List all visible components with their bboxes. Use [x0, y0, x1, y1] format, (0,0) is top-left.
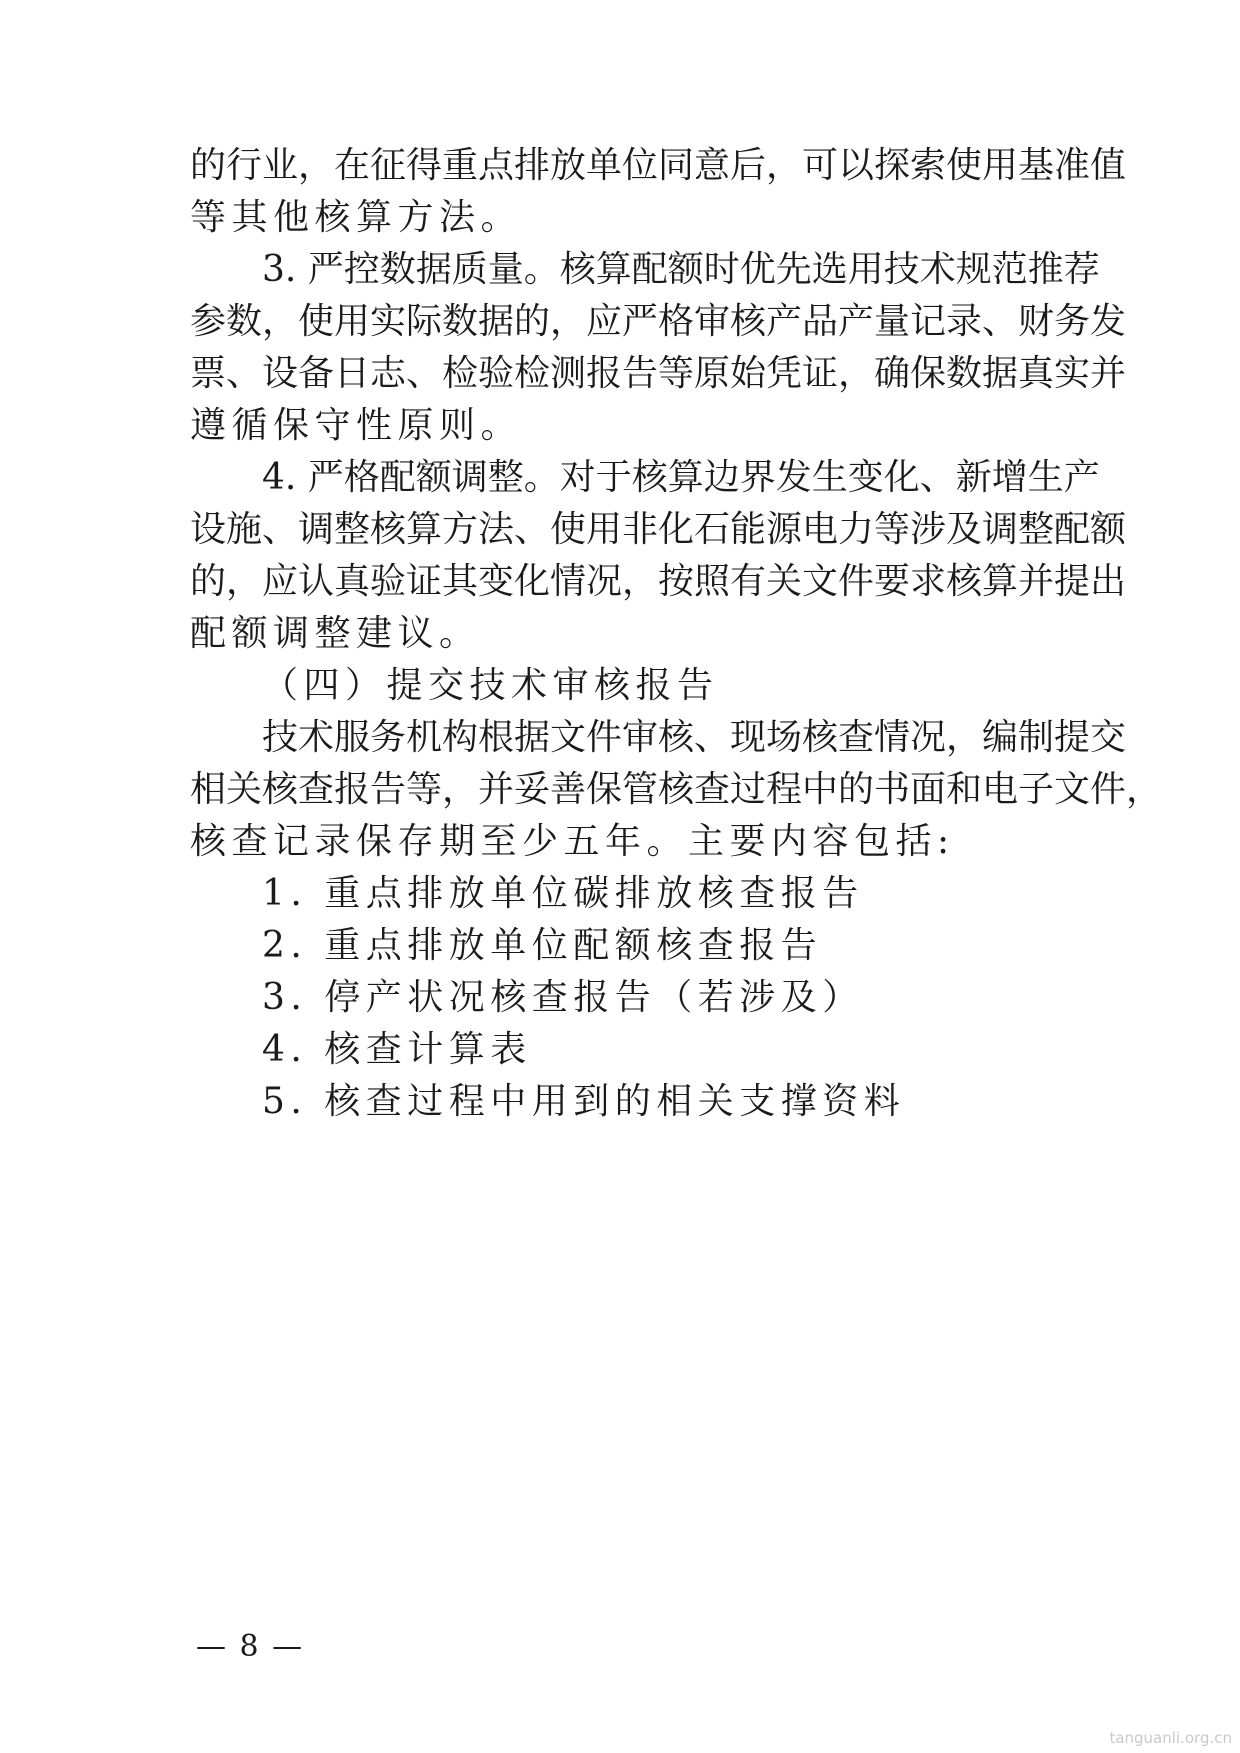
paragraph-line: 等其他核算方法。 [190, 197, 523, 238]
list-item: 1. 重点排放单位碳排放核查报告 [262, 873, 864, 914]
paragraph-line: 的，应认真验证其变化情况，按照有关文件要求核算并提出 [190, 561, 1127, 602]
paragraph-line: 配额调整建议。 [190, 613, 481, 654]
watermark: tanguanli.org.cn [1109, 1729, 1232, 1747]
page-number: — 8 — [196, 1629, 305, 1664]
paragraph-line: 参数，使用实际数据的，应严格审核产品产量记录、财务发 [190, 301, 1127, 342]
paragraph-line: 相关核查报告等，并妥善保管核查过程中的书面和电子文件， [190, 769, 1163, 810]
paragraph-line: 核查记录保存期至少五年。主要内容包括: [190, 821, 955, 862]
paragraph-line: 的行业，在征得重点排放单位同意后，可以探索使用基准值 [190, 145, 1127, 186]
list-item: 2. 重点排放单位配额核查报告 [262, 925, 823, 966]
paragraph-line: 设施、调整核算方法、使用非化石能源电力等涉及调整配额 [190, 509, 1127, 550]
paragraph-line: 技术服务机构根据文件审核、现场核查情况，编制提交 [262, 717, 1127, 758]
list-item: 4. 核查计算表 [262, 1029, 532, 1070]
list-item: 5. 核查过程中用到的相关支撑资料 [262, 1081, 906, 1122]
paragraph-line: 4. 严格配额调整。对于核算边界发生变化、新增生产 [262, 457, 1100, 498]
section-heading: （四）提交技术审核报告 [262, 665, 719, 706]
paragraph-line: 3. 严控数据质量。核算配额时优先选用技术规范推荐 [262, 249, 1100, 290]
paragraph-line: 遵循保守性原则。 [190, 405, 523, 446]
list-item: 3. 停产状况核查报告（若涉及） [262, 977, 864, 1018]
paragraph-line: 票、设备日志、检验检测报告等原始凭证，确保数据真实并 [190, 353, 1127, 394]
